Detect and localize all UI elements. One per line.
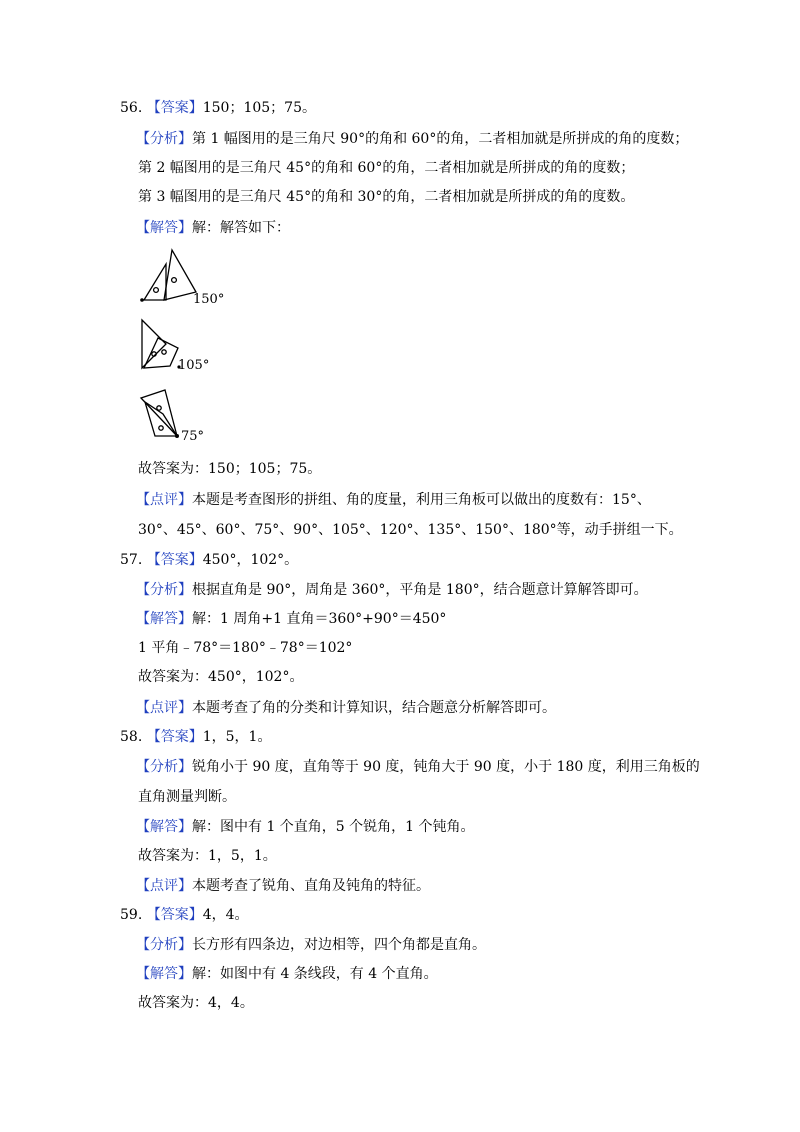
q57-solution-line [136, 609, 446, 629]
q58-analysis-tag: 【分析】 [136, 759, 192, 775]
q59-answer: 4，4。 [202, 907, 249, 923]
q56-comment-1: 本题是考查图形的拼组、角的度量，利用三角板可以做出的度数有：15°、 [192, 492, 651, 508]
q59-answer-tag: 【答案】 [146, 907, 203, 923]
q57-number: 57. [120, 552, 143, 568]
q58-analysis-1: 锐角小于 90 度，直角等于 90 度，钝角大于 90 度，小于 180 度，利用三角板的 [192, 759, 700, 775]
triangle-figure-105 [136, 316, 184, 372]
q58-answer: 1，5，1。 [202, 729, 272, 745]
q59-solution-line [136, 964, 438, 984]
q58-result: 故答案为：1，5，1。 [138, 848, 277, 864]
q58-solution: 解：图中有 1 个直角，5 个锐角，1 个钝角。 [192, 819, 475, 835]
q57-comment: 本题考查了角的分类和计算知识，结合题意分析解答即可。 [192, 700, 556, 716]
q58-number: 58. [120, 729, 143, 745]
q59-analysis-tag: 【分析】 [136, 937, 192, 953]
q56-answer-line [120, 98, 316, 118]
q56-solution-line [136, 218, 290, 238]
q56-analysis-1: 第 1 幅图用的是三角尺 90°的角和 60°的角，二者相加就是所拼成的角的度数； [192, 131, 689, 147]
q59-number: 59. [120, 907, 143, 923]
triangle-figure-150 [138, 248, 200, 306]
q56-comment-line-1 [136, 490, 651, 510]
q57-analysis: 根据直角是 90°，周角是 360°，平角是 180°，结合题意计算解答即可。 [192, 582, 648, 598]
q58-analysis-2: 直角测量判断。 [138, 789, 236, 805]
q56-result: 故答案为：150；105；75。 [138, 461, 322, 477]
triangle-figure-75 [137, 386, 185, 442]
q56-answer: 150；105；75。 [202, 100, 316, 116]
figure-label-150: 150° [193, 292, 225, 307]
q58-answer-tag: 【答案】 [146, 729, 203, 745]
q56-comment-2: 30°、45°、60°、75°、90°、105°、120°、135°、150°、180°等，动手拼组一下。 [138, 522, 683, 538]
q56-analysis-3: 第 3 幅图用的是三角尺 45°的角和 30°的角，二者相加就是所拼成的角的度数。 [138, 189, 635, 205]
q58-solution-tag: 【解答】 [136, 819, 192, 835]
q57-analysis-line [136, 580, 648, 600]
q57-answer-line [120, 550, 298, 570]
q57-solution-2: 1 平角﹣78°＝180°﹣78°＝102° [138, 640, 353, 656]
q57-analysis-tag: 【分析】 [136, 582, 192, 598]
figure-label-75: 75° [181, 429, 205, 444]
q59-analysis: 长方形有四条边，对边相等，四个角都是直角。 [192, 937, 486, 953]
q59-solution-tag: 【解答】 [136, 966, 192, 982]
q56-analysis-tag: 【分析】 [136, 131, 192, 147]
q56-comment-tag: 【点评】 [136, 492, 192, 508]
q56-analysis-line-1 [136, 129, 688, 149]
q58-solution-line [136, 817, 475, 837]
q58-comment-tag: 【点评】 [136, 878, 192, 894]
figure-label-105: 105° [178, 358, 210, 373]
q58-comment: 本题考查了锐角、直角及钝角的特征。 [192, 878, 430, 894]
q57-solution-tag: 【解答】 [136, 611, 192, 627]
q59-result: 故答案为：4，4。 [138, 995, 254, 1011]
q56-answer-tag: 【答案】 [146, 100, 203, 116]
q57-comment-tag: 【点评】 [136, 700, 192, 716]
q56-analysis-2: 第 2 幅图用的是三角尺 45°的角和 60°的角，二者相加就是所拼成的角的度数； [138, 160, 635, 176]
q57-comment-line [136, 698, 556, 718]
q57-answer: 450°，102°。 [202, 552, 299, 568]
q59-solution: 解：如图中有 4 条线段，有 4 个直角。 [192, 966, 438, 982]
q58-comment-line [136, 876, 430, 896]
q59-answer-line [120, 905, 249, 925]
q57-result: 故答案为：450°，102°。 [138, 669, 304, 685]
q59-analysis-line [136, 935, 486, 955]
q57-solution-1: 解：1 周角+1 直角＝360°+90°＝450° [192, 611, 447, 627]
q56-number: 56. [120, 100, 143, 116]
q56-solution: 解：解答如下： [192, 220, 290, 236]
q57-answer-tag: 【答案】 [146, 552, 203, 568]
q58-analysis-line-1 [136, 757, 700, 777]
q58-answer-line [120, 727, 271, 747]
q56-solution-tag: 【解答】 [136, 220, 192, 236]
